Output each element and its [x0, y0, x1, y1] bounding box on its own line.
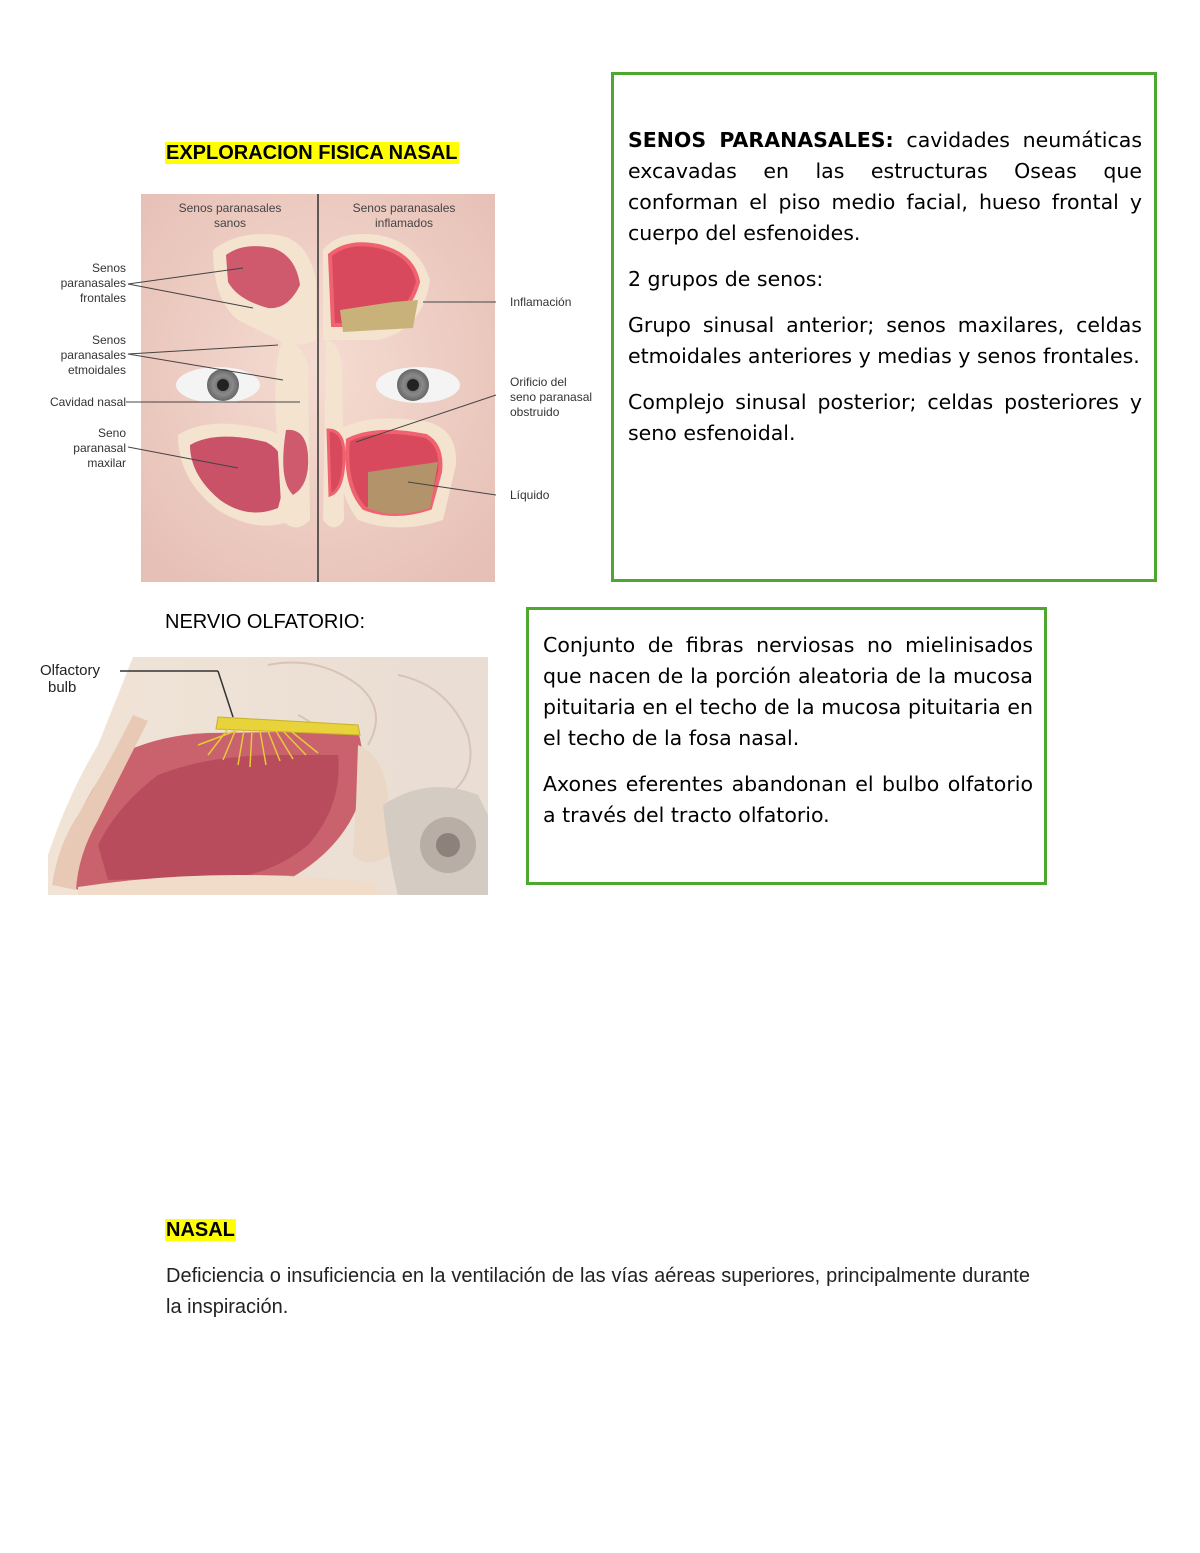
- col-right-title-1: Senos paranasales: [352, 201, 456, 215]
- svg-text:seno paranasal: seno paranasal: [510, 390, 593, 404]
- svg-text:Senos: Senos: [91, 261, 126, 275]
- svg-text:obstruido: obstruido: [510, 405, 560, 419]
- nasal-definition: Deficiencia o insuficiencia en la ventilación de las vías aéreas superiores, principalmente durante la inspiración.: [166, 1265, 1030, 1318]
- svg-text:etmoidales: etmoidales: [67, 363, 126, 377]
- label-liquido: Líquido: [510, 488, 550, 502]
- senos-definition: SENOS PARANASALES: cavidades neumáticas excavadas en las estructuras Oseas que conforman el piso medio facial, hueso frontal y cuerpo del esfenoides.: [628, 128, 1143, 245]
- label-senos-etmoidales: [61, 333, 126, 377]
- label-inflamacion: Inflamación: [510, 295, 572, 309]
- olfactory-nerve-figure: [38, 655, 490, 897]
- senos-groups-intro: 2 grupos de senos:: [628, 267, 824, 291]
- svg-text:paranasales: paranasales: [60, 348, 126, 362]
- sinus-anatomy-figure: [38, 190, 598, 585]
- col-right-title-2: inflamados: [374, 216, 434, 230]
- label-olfactory-line2: bulb: [48, 679, 77, 696]
- section-heading-exploracion: EXPLORACION FISICA NASAL: [166, 142, 458, 164]
- col-left-title-1: Senos paranasales: [178, 201, 282, 215]
- label-senos-frontales: [61, 261, 126, 305]
- olfatorio-axones: Axones eferentes abandonan el bulbo olfatorio a través del tracto olfatorio.: [543, 772, 1033, 827]
- label-seno-maxilar: [73, 426, 126, 470]
- label-olfactory-line1: Olfactory: [40, 662, 101, 679]
- nervio-olfatorio-box: [526, 607, 1047, 885]
- senos-paranasales-box: [611, 72, 1157, 582]
- svg-text:frontales: frontales: [79, 291, 126, 305]
- senos-group-posterior: Complejo sinusal posterior; celdas posteriores y seno esfenoidal.: [628, 390, 1142, 445]
- svg-text:paranasal: paranasal: [73, 441, 126, 455]
- label-orificio-obstruido: [510, 375, 592, 419]
- section-heading-nasal: NASAL: [166, 1219, 235, 1241]
- label-cavidad-nasal: Cavidad nasal: [49, 395, 126, 409]
- section-heading-nervio-olfatorio: NERVIO OLFATORIO:: [165, 611, 366, 633]
- svg-text:paranasales: paranasales: [60, 276, 126, 290]
- svg-text:Seno: Seno: [97, 426, 126, 440]
- svg-text:maxilar: maxilar: [87, 456, 126, 470]
- svg-text:Orificio del: Orificio del: [510, 375, 567, 389]
- svg-text:Senos: Senos: [91, 333, 126, 347]
- col-left-title-2: sanos: [213, 216, 247, 230]
- senos-group-anterior: Grupo sinusal anterior; senos maxilares, celdas etmoidales anteriores y medias y senos frontales.: [628, 313, 1142, 368]
- olfatorio-definition: Conjunto de fibras nerviosas no mielinisados que nacen de la porción aleatoria de la mucosa pituitaria en el techo de la mucosa pituitaria en el techo de la fosa nasal.: [543, 633, 1033, 750]
- senos-term: SENOS PARANASALES:: [628, 128, 894, 152]
